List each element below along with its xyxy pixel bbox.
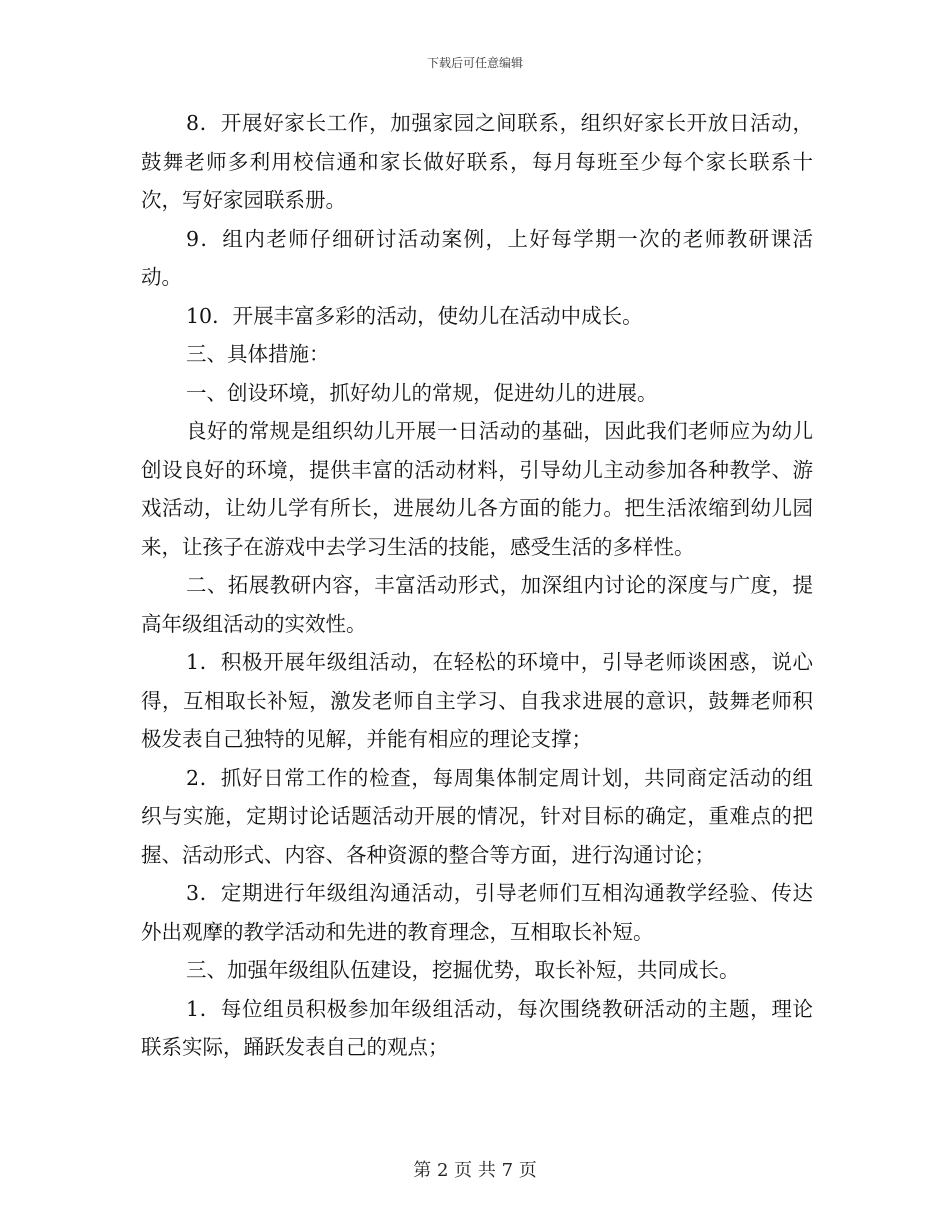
paragraph: 1．每位组员积极参加年级组活动，每次围绕教研活动的主题，理论联系实际，踊跃发表自己的观点； [141, 996, 813, 1059]
paragraph: 8．开展好家长工作，加强家园之间联系，组织好家长开放日活动，鼓舞老师多利用校信通和家长做好联系，每月每班至少每个家长联系十次，写好家园联系册。 [141, 111, 813, 212]
document-body [141, 104, 813, 1067]
paragraph: 9．组内老师仔细研讨活动案例，上好每学期一次的老师教研课活动。 [141, 226, 813, 289]
paragraph: 2．抓好日常工作的检查，每周集体制定周计划，共同商定活动的组织与实施，定期讨论话题活动开展的情况，针对目标的确定，重难点的把握、活动形式、内容、各种资源的整合等方面，进行沟通讨论； [141, 765, 813, 867]
paragraph: 3．定期进行年级组沟通活动，引导老师们互相沟通教学经验、传达外出观摩的教学活动和先进的教育理念，互相取长补短。 [141, 881, 813, 944]
subsection-heading: 一、创设环境，抓好幼儿的常规，促进幼儿的进展。 [186, 380, 658, 405]
paragraph: 1．积极开展年级组活动，在轻松的环境中，引导老师谈困惑，说心得，互相取长补短，激发老师自主学习、自我求进展的意识，鼓舞老师积极发表自己独特的见解，并能有相应的理论支撑； [141, 650, 813, 751]
page-header: 下载后可任意编辑 [426, 56, 523, 70]
subsection-heading: 二、拓展教研内容，丰富活动形式，加深组内讨论的深度与广度，提高年级组活动的实效性。 [141, 573, 813, 636]
page-number: 第 2 页 共 7 页 [413, 1160, 537, 1181]
section-heading: 三、具体措施： [186, 342, 330, 366]
subsection-heading: 三、加强年级组队伍建设，挖掘优势，取长补短，共同成长。 [186, 958, 740, 982]
paragraph: 10．开展丰富多彩的活动，使幼儿在活动中成长。 [186, 303, 643, 328]
paragraph: 良好的常规是组织幼儿开展一日活动的基础，因此我们老师应为幼儿创设良好的环境，提供丰富的活动材料，引导幼儿主动参加各种教学、游戏活动，让幼儿学有所长，进展幼儿各方面的能力。把生活浓缩到幼儿园来，让孩子在游戏中去学习生活的技能，感受生活的多样性。 [141, 419, 813, 559]
